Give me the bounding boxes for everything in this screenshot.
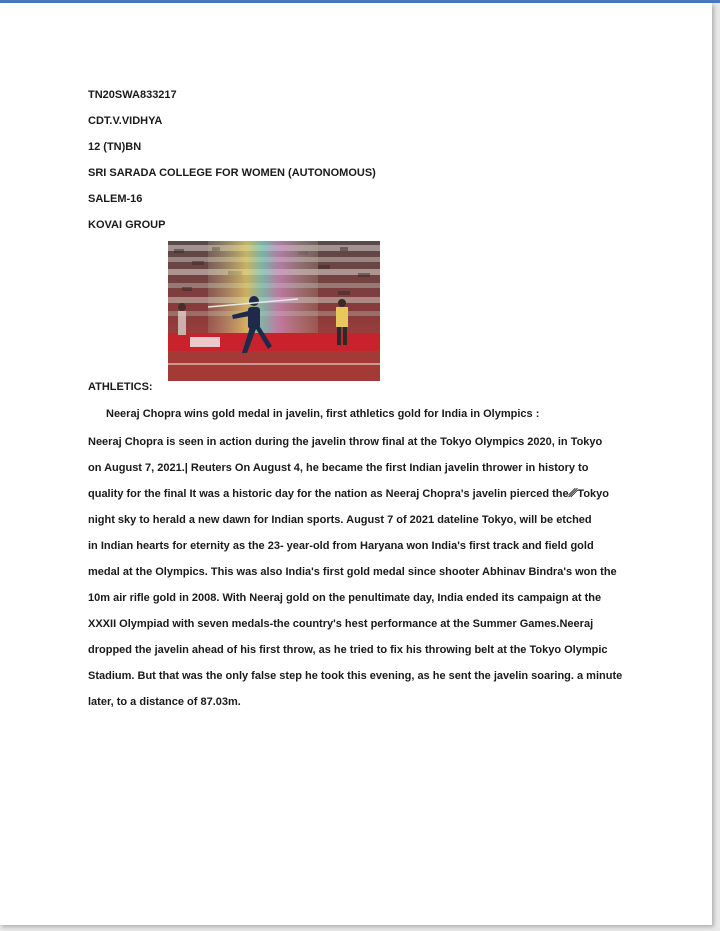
javelin-throw-photo xyxy=(168,241,380,381)
registration-number: TN20SWA833217 xyxy=(88,89,177,101)
body-line: medal at the Olympics. This was also India's first gold medal since shooter Abhinav Bindra's won the xyxy=(88,566,617,578)
article-title: Neeraj Chopra wins gold medal in javelin, first athletics gold for India in Olympics : xyxy=(106,408,540,420)
battalion: 12 (TN)BN xyxy=(88,141,142,153)
section-heading: ATHLETICS: xyxy=(88,381,153,393)
city: SALEM-16 xyxy=(88,193,143,205)
body-line: quality for the final It was a historic day for the nation as Neeraj Chopra's javelin pierced the␥Tokyo xyxy=(88,488,609,500)
body-line: Stadium. But that was the only false step he took this evening, as he sent the javelin soaring. a minute xyxy=(88,670,623,682)
cadet-name: CDT.V.VIDHYA xyxy=(88,115,163,127)
college-name: SRI SARADA COLLEGE FOR WOMEN (AUTONOMOUS) xyxy=(88,167,376,179)
body-line: in Indian hearts for eternity as the 23- year-old from Haryana won India's first track and field gold xyxy=(88,540,594,552)
group-name: KOVAI GROUP xyxy=(88,219,166,231)
document-page xyxy=(0,3,712,925)
body-line: 10m air rifle gold in 2008. With Neeraj gold on the penultimate day, India ended its campaign at the xyxy=(88,592,602,604)
body-line: on August 7, 2021.| Reuters On August 4, he became the first Indian javelin thrower in history to xyxy=(88,462,589,474)
photo-illustration xyxy=(168,241,380,381)
body-line: later, to a distance of 87.03m. xyxy=(88,696,241,708)
body-line: dropped the javelin ahead of his first throw, as he tried to fix his throwing belt at the Tokyo Olympic xyxy=(88,644,608,656)
body-line: XXXII Olympiad with seven medals-the country's hest performance at the Summer Games.Neeraj xyxy=(88,618,594,630)
body-line: Neeraj Chopra is seen in action during the javelin throw final at the Tokyo Olympics 2020, in Tokyo xyxy=(88,436,603,448)
body-line: night sky to herald a new dawn for Indian sports. August 7 of 2021 dateline Tokyo, will be etched xyxy=(88,514,592,526)
